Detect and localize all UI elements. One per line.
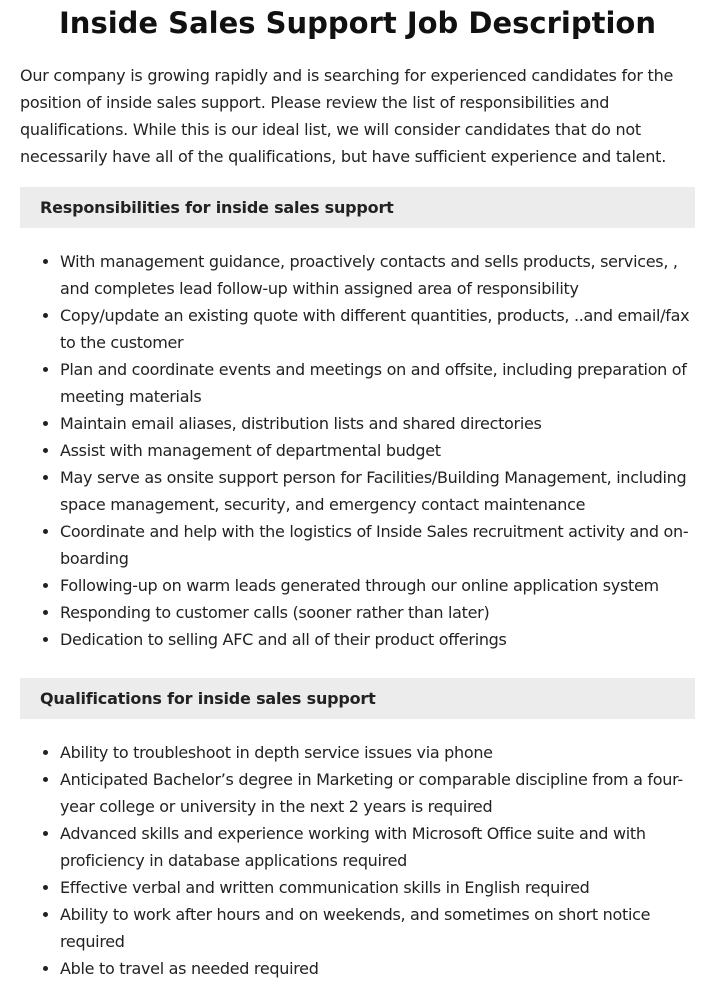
responsibility-item: • Assist with management of departmental budget <box>60 437 695 464</box>
page-title: Inside Sales Support Job Description <box>59 6 656 40</box>
responsibility-item: • Coordinate and help with the logistics of Inside Sales recruitment activity and on-boarding <box>60 518 695 572</box>
qualification-item: • Advanced skills and experience working with Microsoft Office suite and with proficiency in database applications required <box>60 820 695 874</box>
responsibility-item: • Copy/update an existing quote with different quantities, products, ..and email/fax to the customer <box>60 302 695 356</box>
responsibility-item: • Maintain email aliases, distribution lists and shared directories <box>60 410 695 437</box>
intro-paragraph: Our company is growing rapidly and is searching for experienced candidates for the position of inside sales support. Please review the list of responsibilities and qualifications. While this is our ideal list, we will consider candidates that do not necessarily have all of the qualifications, but have sufficient experience and talent. <box>20 66 674 166</box>
qualifications-list <box>20 739 695 982</box>
qualification-item: • Ability to work after hours and on weekends, and sometimes on short notice required <box>60 901 695 955</box>
responsibility-item: • Plan and coordinate events and meetings on and offsite, including preparation of meeting materials <box>60 356 695 410</box>
qualification-item: • Ability to troubleshoot in depth service issues via phone <box>60 739 695 766</box>
responsibilities-heading: Responsibilities for inside sales support <box>20 187 695 228</box>
responsibility-item: • Dedication to selling AFC and all of their product offerings <box>60 626 695 653</box>
responsibility-item: • May serve as onsite support person for Facilities/Building Management, including space management, security, and emergency contact maintenance <box>60 464 695 518</box>
responsibilities-list <box>20 248 695 653</box>
responsibility-item: • With management guidance, proactively contacts and sells products, services, , and completes lead follow-up within assigned area of responsibility <box>60 248 695 302</box>
qualification-item: • Able to travel as needed required <box>60 955 695 982</box>
qualification-item: • Anticipated Bachelor’s degree in Marketing or comparable discipline from a four-year college or university in the next 2 years is required <box>60 766 695 820</box>
responsibility-item: • Responding to customer calls (sooner rather than later) <box>60 599 695 626</box>
responsibility-item: • Following-up on warm leads generated through our online application system <box>60 572 695 599</box>
job-description-page <box>20 0 695 982</box>
qualification-item: • Effective verbal and written communication skills in English required <box>60 874 695 901</box>
qualifications-heading: Qualifications for inside sales support <box>20 678 695 719</box>
